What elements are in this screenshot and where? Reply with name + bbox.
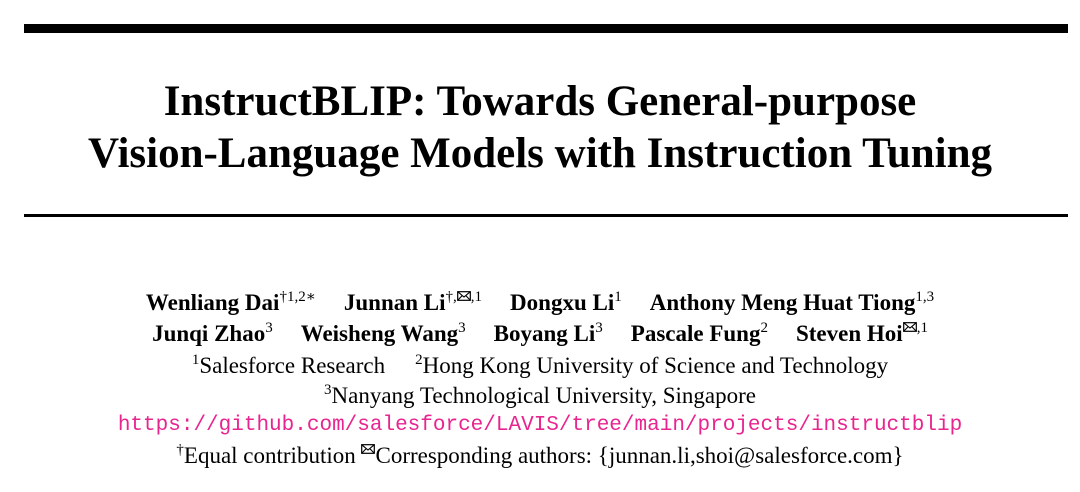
author [631, 321, 768, 346]
author [146, 290, 316, 315]
title-line-2: Vision-Language Models with Instruction Tuning [87, 130, 993, 177]
author [344, 290, 482, 315]
affiliation-2: Hong Kong University of Science and Technology [422, 353, 889, 378]
envelope-icon [903, 322, 917, 332]
envelope-icon [361, 444, 375, 454]
author-name: Steven Hoi [795, 321, 903, 346]
author-affiliation-marker: †1,2∗ [279, 289, 316, 305]
affiliation-1: Salesforce Research [199, 353, 386, 378]
author-affiliation-marker: ,1 [903, 320, 928, 336]
author-name: Dongxu Li [510, 290, 615, 315]
affiliation-2-marker: 2 [415, 352, 423, 368]
author [301, 321, 466, 346]
author-name: Weisheng Wang [300, 321, 459, 346]
affiliation-3-marker: 3 [324, 382, 332, 398]
dagger-marker: † [176, 442, 184, 458]
author-affiliation-marker: 3 [458, 320, 466, 336]
equal-contribution-note: Equal contribution [183, 443, 362, 468]
author-affiliation-marker: 3 [265, 320, 273, 336]
envelope-icon [457, 291, 471, 301]
author-name: Pascale Fung [630, 321, 761, 346]
footnote [0, 442, 1080, 470]
top-rule [24, 24, 1068, 33]
author-affiliation-marker: 2 [760, 320, 768, 336]
author-affiliation-marker: 1,3 [915, 289, 935, 305]
affiliation-line-1 [0, 352, 1080, 380]
title-line-1: InstructBLIP: Towards General-purpose [163, 78, 917, 125]
affiliation-3: Nanyang Technological University, Singapore [331, 383, 756, 408]
author-name: Junnan Li [343, 290, 446, 315]
affiliation-1-marker: 1 [191, 352, 200, 368]
author-line-2 [0, 319, 1080, 349]
author [796, 321, 928, 346]
author-name: Wenliang Dai [145, 290, 280, 315]
author-line-1 [0, 288, 1080, 318]
author-affiliation-marker: †, ,1 [445, 289, 483, 305]
author-name: Anthony Meng Huat Tiong [649, 290, 916, 315]
author-affiliation-marker: 3 [595, 320, 603, 336]
corresponding-authors-note: Corresponding authors: {junnan.li,shoi@salesforce.com} [375, 443, 904, 468]
author [152, 321, 273, 346]
author [494, 321, 603, 346]
project-link[interactable]: https://github.com/salesforce/LAVIS/tree/main/projects/instructblip [117, 414, 963, 437]
author [650, 290, 934, 315]
paper-title [0, 76, 1080, 180]
author-affiliation-marker: 1 [614, 289, 622, 305]
title-rule [24, 214, 1068, 217]
author-name: Junqi Zhao [152, 321, 266, 346]
author [510, 290, 622, 315]
affiliation-line-2 [0, 382, 1080, 410]
author-name: Boyang Li [493, 321, 596, 346]
